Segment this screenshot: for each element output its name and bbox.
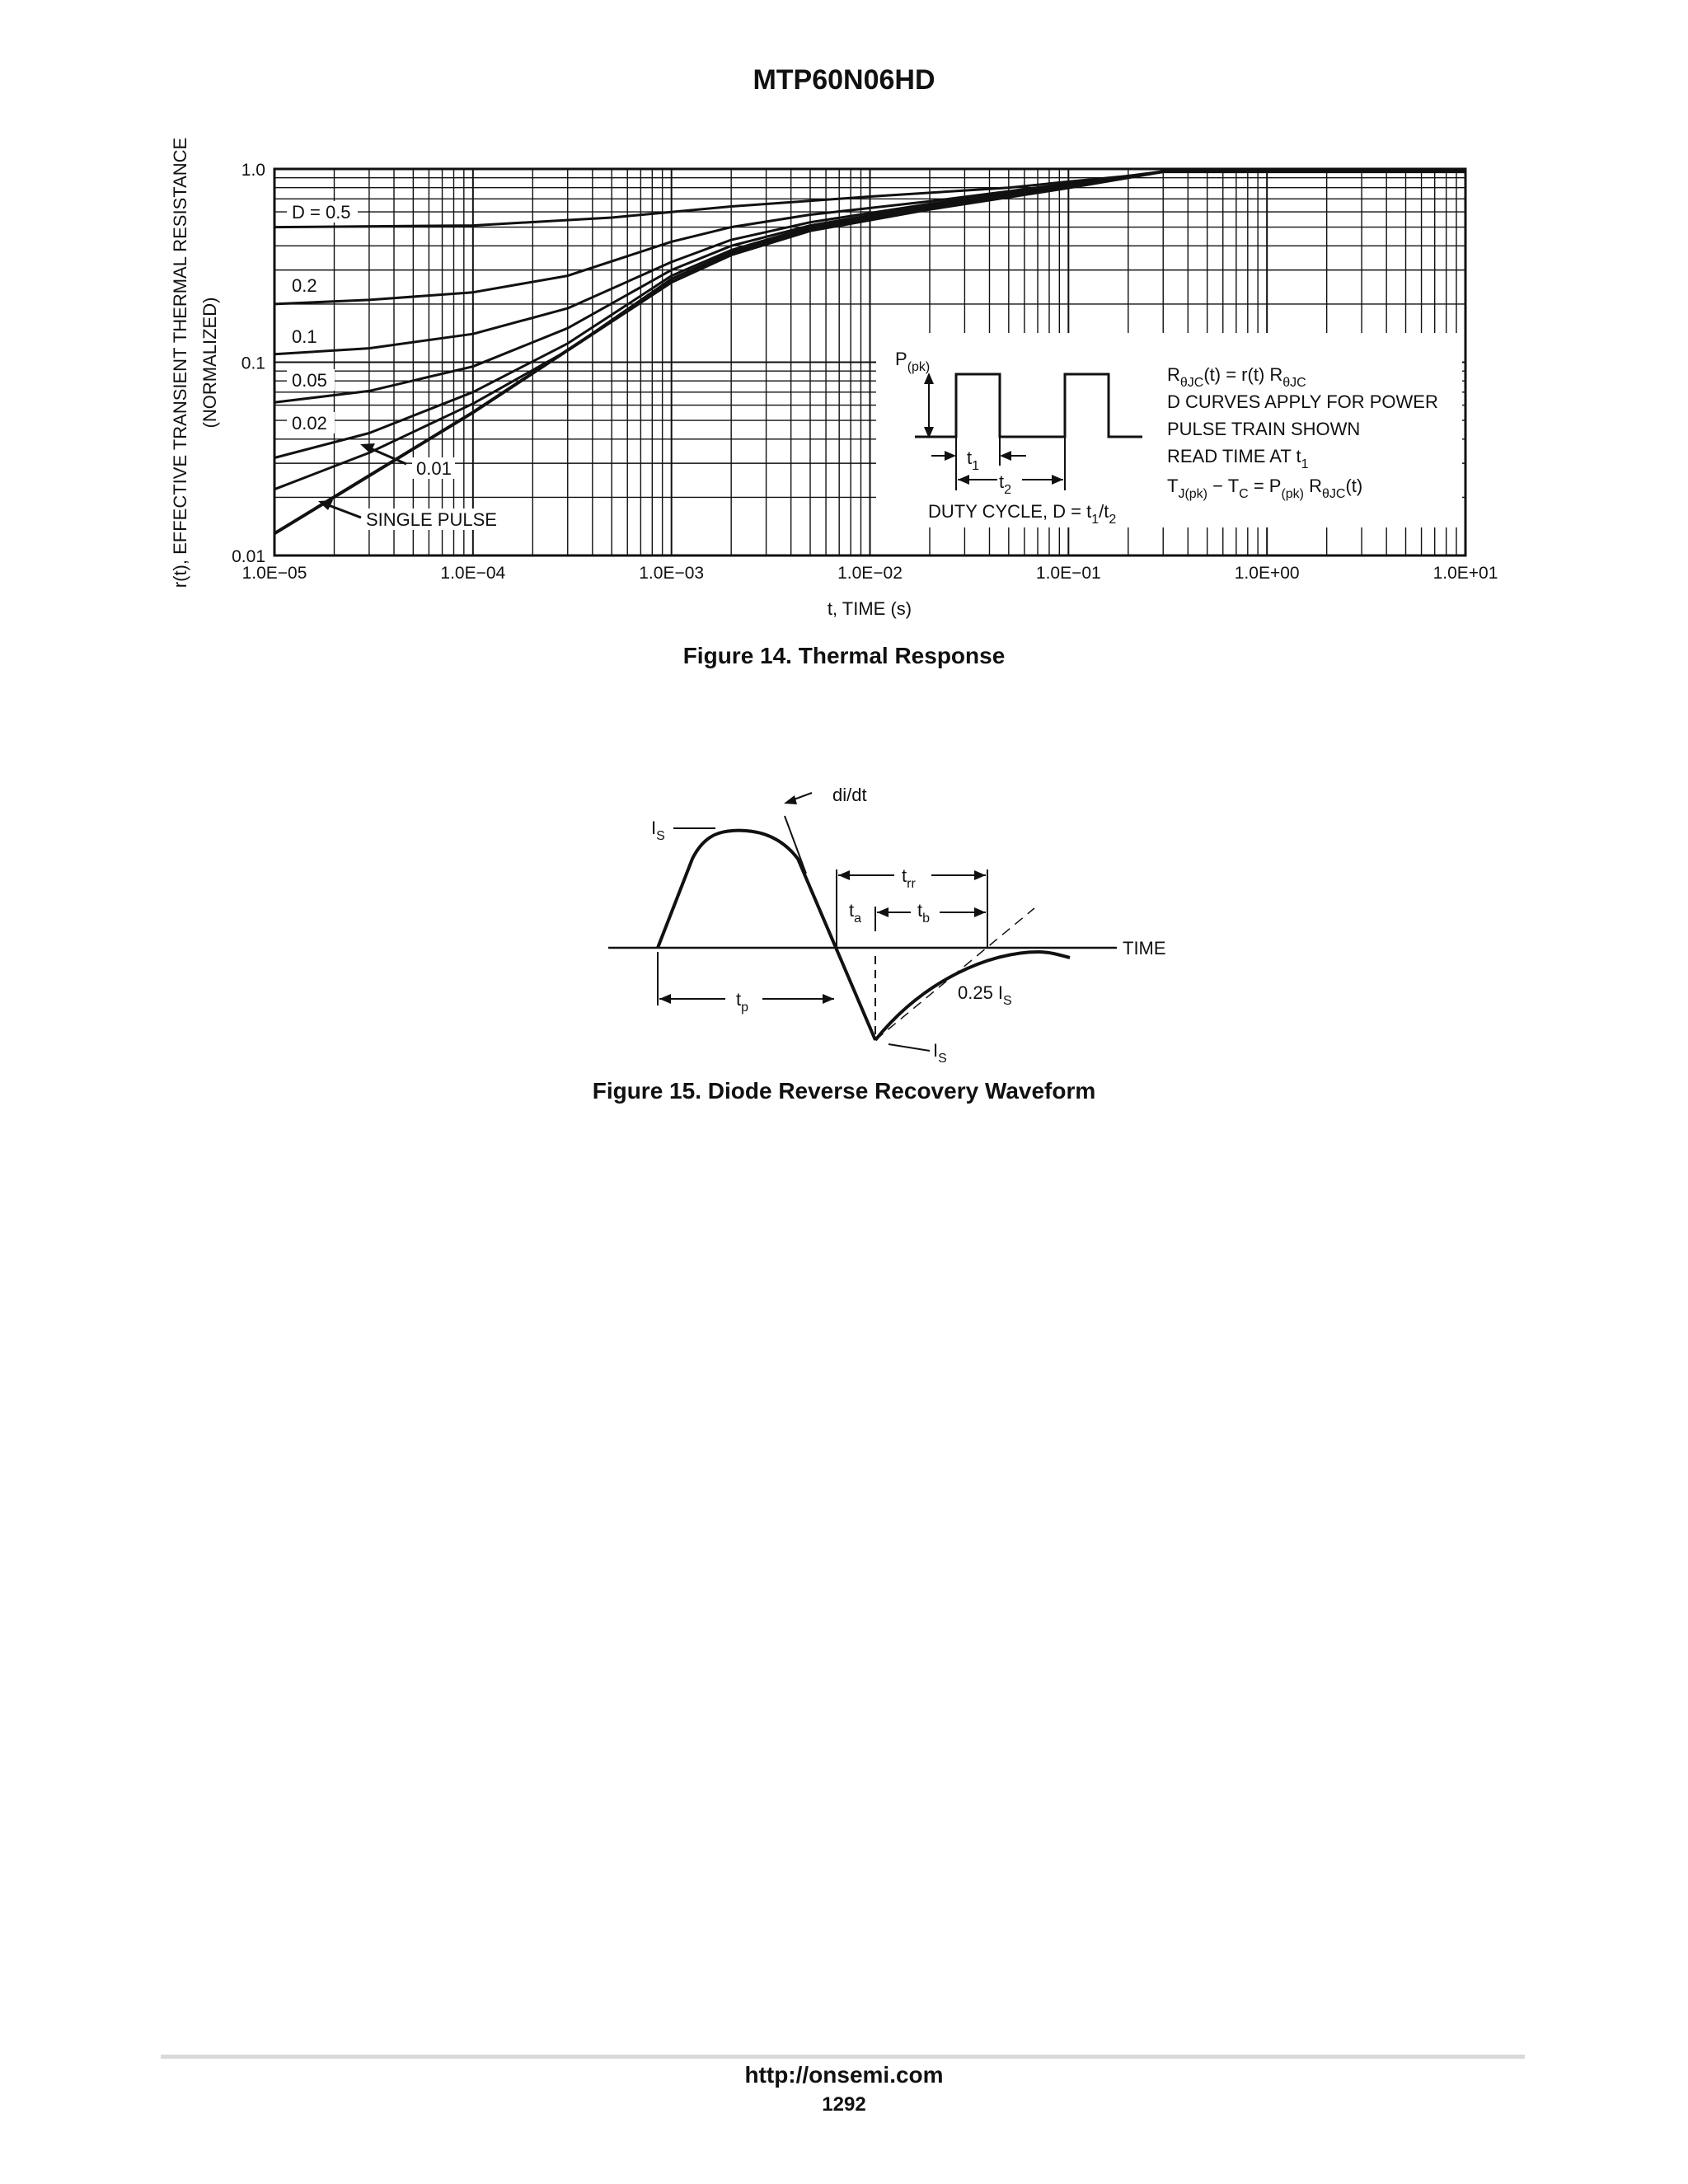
footer-divider bbox=[161, 2055, 1525, 2059]
svg-text:RθJC(t) = r(t) RθJC: $R_{\theta JC}(t) = r(t)$ $R_{\theta JC}$ bbox=[1167, 364, 1306, 390]
tp-label: $t_p$ bbox=[736, 989, 749, 1015]
x-tick-label: 1.0E−02 bbox=[837, 564, 903, 583]
thermal-response-chart bbox=[0, 0, 1688, 626]
ta-label: $t_a$ bbox=[849, 900, 862, 926]
t2-label: $t_2$ bbox=[999, 471, 1012, 497]
svg-text:PULSE TRAIN SHOWN: PULSE TRAIN SHOWN bbox=[1167, 419, 1361, 439]
page-title: MTP60N06HD bbox=[753, 64, 935, 96]
y-axis-label-2: (NORMALIZED) bbox=[199, 297, 220, 429]
x-tick-label: 1.0E−01 bbox=[1035, 564, 1101, 583]
forward-current-curve bbox=[658, 831, 875, 1040]
x-tick-label: 1.0E−03 bbox=[639, 564, 705, 583]
curve-label-d05: D = 0.5 bbox=[292, 202, 351, 223]
slope-extension bbox=[875, 908, 1034, 1040]
curve-label-d005: 0.05 bbox=[292, 370, 327, 391]
x-tick-label: 1.0E−04 bbox=[440, 564, 506, 583]
figure-14-caption: Figure 14. Thermal Response bbox=[682, 643, 1006, 668]
curve-label-d02: 0.2 bbox=[292, 275, 317, 296]
didt-tangent bbox=[785, 816, 806, 874]
x-tick-label: 1.0E+01 bbox=[1432, 564, 1498, 583]
curve-label-d01: 0.1 bbox=[292, 326, 317, 347]
curve-label-d001: 0.01 bbox=[416, 458, 452, 479]
curve-label-d002: 0.02 bbox=[292, 413, 327, 434]
reverse-recovery-diagram bbox=[0, 766, 1688, 1080]
svg-text:TJ(pk) − TC = P(pk) RθJC(t): $T_{J(pk)} - T_C = P_{(pk)}$ $R_{\theta JC}(t)$ bbox=[1167, 476, 1363, 501]
dimension-arrows bbox=[658, 793, 987, 1051]
y-tick-label: 0.01 bbox=[232, 547, 265, 566]
page-number: 1292 bbox=[822, 2093, 866, 2116]
trr-label: $t_{rr}$ bbox=[902, 865, 916, 891]
y-tick-labels bbox=[232, 161, 265, 566]
x-axis-label: t, TIME (s) bbox=[827, 598, 912, 619]
curve-label-single: SINGLE PULSE bbox=[366, 509, 497, 530]
y-axis-label: r(t), EFFECTIVE TRANSIENT THERMAL RESISTANCE bbox=[170, 137, 190, 588]
ppk-label: $P_{(pk)}$ bbox=[895, 349, 931, 374]
is-peak-label: $I_S$ bbox=[651, 818, 665, 843]
didt-label: di/dt bbox=[832, 785, 867, 805]
y-tick-label: 0.1 bbox=[241, 354, 265, 373]
x-tick-label: 1.0E+00 bbox=[1234, 564, 1300, 583]
svg-text:D CURVES APPLY FOR POWER: D CURVES APPLY FOR POWER bbox=[1167, 391, 1438, 412]
tb-label: $t_b$ bbox=[917, 900, 931, 926]
y-tick-label: 1.0 bbox=[241, 161, 265, 180]
t1-label: $t_1$ bbox=[967, 448, 980, 473]
figure-15-caption: Figure 15. Diode Reverse Recovery Waveform bbox=[592, 1078, 1096, 1104]
svg-text:READ TIME AT t1: READ TIME AT $t_1$ bbox=[1167, 446, 1309, 471]
x-tick-labels bbox=[242, 564, 1498, 583]
time-label: TIME bbox=[1123, 938, 1166, 958]
is-reverse-label: $I_S$ bbox=[933, 1040, 947, 1066]
x-tick-label: 1.0E−05 bbox=[241, 564, 307, 583]
quarter-is-label: 0.25 $I_S$ bbox=[958, 982, 1012, 1008]
footer-url[interactable]: http://onsemi.com bbox=[744, 2062, 944, 2088]
duty-cycle-label: DUTY CYCLE, $D = t_1/t_2$ bbox=[928, 501, 1117, 527]
